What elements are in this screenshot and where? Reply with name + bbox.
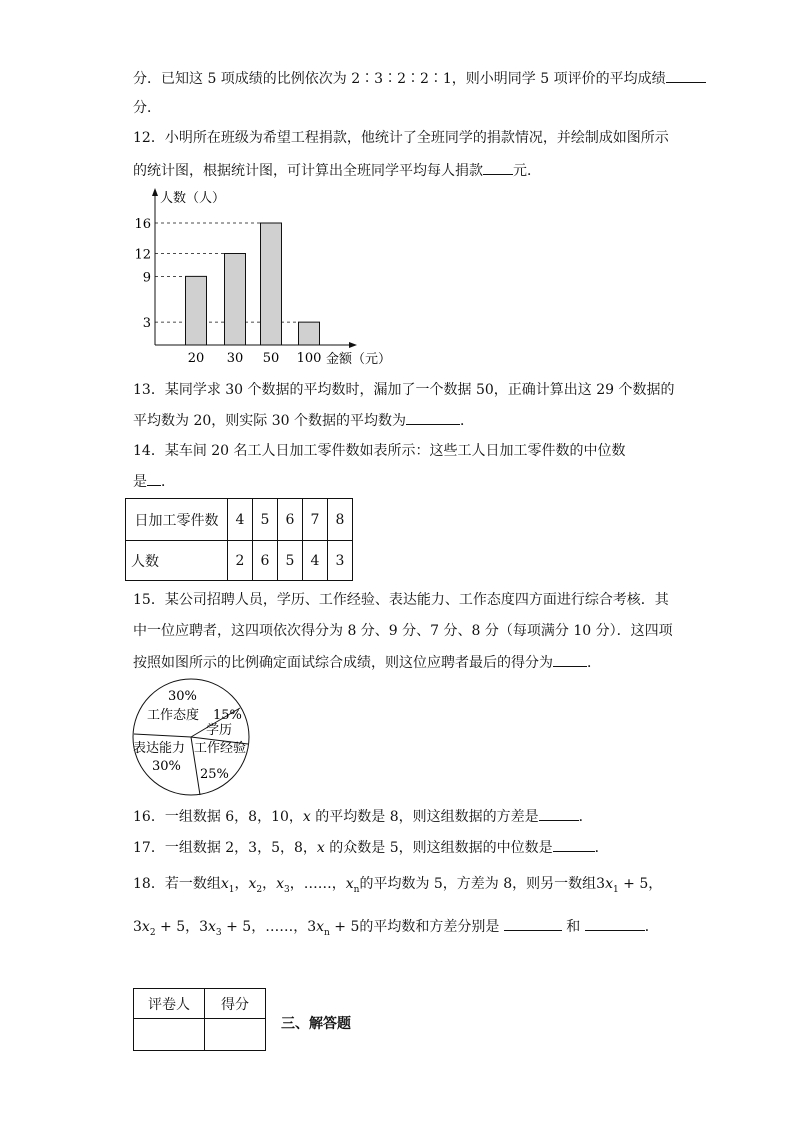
pie-chart [128,678,258,798]
q17-var: x [316,840,325,856]
y-tick-label: 16 [134,217,151,232]
q12-answer-blank[interactable] [483,160,513,175]
x-tick-label: 30 [226,351,244,366]
q18-line1 [133,874,662,900]
table-cell: 3 [328,541,353,581]
q16-answer-blank[interactable] [539,806,579,821]
q16-var: x [302,809,311,825]
q16-text2: 的平均数是 8，则这组数据的方差是 [310,809,539,825]
table-cell: 7 [303,499,328,541]
q18-answer-blank-1[interactable] [504,916,562,931]
y-axis-arrow [152,188,158,196]
q13-line2 [133,410,474,431]
table-cell: 4 [303,541,328,581]
table-row [126,541,353,581]
q12-text2: 的统计图，根据统计图，可计算出全班同学平均每人捐款 [133,163,483,179]
q18-formula-first: $3x_1 + 5$， [596,876,663,895]
table-row [134,1019,266,1051]
y-axis-label: 人数（人） [160,191,226,206]
table-cell: 5 [253,499,278,541]
q15-text4: ． [587,655,601,671]
q15-answer-blank[interactable] [553,652,587,667]
x-axis-arrow [349,342,357,348]
q18-text: 18．若一数组 [133,876,221,892]
q15-line3 [133,652,601,673]
table-cell: 5 [278,541,303,581]
table-cell: 8 [328,499,353,541]
section-title: 三、解答题 [281,1016,351,1032]
q12-text3: 元． [513,163,541,179]
pie-label-experience: 工作经验 [194,741,247,756]
pie-pct-experience: 25% [200,767,229,782]
q12-line1 [133,128,669,148]
table-cell: 6 [278,499,303,541]
q12-text: 12．小明所在班级为希望工程捐款，他统计了全班同学的捐款情况，并绘制成如图所示 [133,130,669,146]
x-tick-label: 50 [262,351,280,366]
q18-line2 [133,916,659,943]
q17-text: 17．一组数据 2，3，5，8， [133,840,317,856]
q18-formula-list: $3x_2 + 5$，$3x_3 + 5$，……，$3x_n + 5$ [133,919,360,938]
table-cell: 6 [253,541,278,581]
pie-pct-expression: 30% [152,759,181,774]
q14-text2: 是 [133,474,147,490]
q15-line1 [133,590,669,610]
y-tick-label: 12 [134,247,151,263]
q13-answer-blank[interactable] [406,410,460,425]
bar-20 [186,276,207,345]
x-axis-label: 金额（元） [326,352,392,367]
q11-text: 分．已知这 5 项成绩的比例依次为 2∶3∶2∶2∶1，则小明同学 5 项评价的平均成绩 [133,71,666,87]
q16-end: ． [578,809,593,825]
pie-label-education: 学历 [206,723,233,738]
x-tick-label: 20 [187,351,205,366]
q15-line2 [133,621,673,641]
bar-30 [225,254,246,346]
q12-line2 [133,160,541,181]
score-header: 得分 [205,989,266,1019]
q11-line2 [133,98,161,118]
q15-text3: 按照如图所示的比例确定面试综合成绩，则这位应聘者最后的得分为 [133,655,553,671]
table-cell: 4 [228,499,253,541]
q18-text2: 的平均数为 5，方差为 8，则另一数组 [359,876,597,892]
score-box [133,988,266,1051]
table-cell: 2 [228,541,253,581]
bar-100 [299,322,320,345]
q13-text2: 平均数为 20，则实际 30 个数据的平均数为 [133,413,406,429]
bar-50 [261,223,282,345]
q14-answer-blank[interactable] [147,471,161,486]
q17-line [133,837,609,858]
q11-text2: 分． [133,100,161,116]
reviewer-header: 评卷人 [134,989,205,1019]
q17-answer-blank[interactable] [553,837,595,852]
q18-answer-blank-2[interactable] [585,916,645,931]
chart-bars [186,223,320,345]
q17-text2: 的众数是 5，则这组数据的中位数是 [324,840,553,856]
q15-text2: 中一位应聘者，这四项依次得分为 8 分、9 分、7 分、8 分（每项满分 10 分）．这四项 [133,623,673,639]
y-tick-label: 3 [142,316,151,332]
reviewer-cell[interactable] [134,1019,205,1051]
table-row [134,989,266,1019]
q16-text: 16．一组数据 6，8，10， [133,809,303,825]
table-header-cell: 人数 [126,541,228,581]
q16-line [133,806,593,827]
q14-line2 [133,471,175,492]
table-header-cell: 日加工零件数 [126,499,228,541]
bar-chart [120,185,420,370]
pie-label-attitude: 工作态度 [147,708,200,723]
y-tick-label: 9 [142,270,151,286]
q11-line1 [133,68,706,89]
q15-text: 15．某公司招聘人员，学历、工作经验、表达能力、工作态度四方面进行综合考核．其 [133,592,669,608]
q14-line1 [133,441,626,461]
q14-text: 14．某车间 20 名工人日加工零件数如表所示：这些工人日加工零件数的中位数 [133,443,626,459]
pie-label-expression: 表达能力 [133,741,186,756]
q11-answer-blank[interactable] [666,68,706,83]
q14-text3: ． [161,474,175,490]
q13-text: 13．某同学求 30 个数据的平均数时，漏加了一个数据 50，正确计算出这 29 个数据的 [133,382,675,398]
x-tick-label: 100 [296,351,322,366]
pie-pct-attitude: 30% [168,689,197,704]
q18-end: ． [644,919,659,935]
q18-formula-x-list: $x_1$，$x_2$，$x_3$，……，$x_n$ [220,876,360,895]
q17-end: ． [594,840,609,856]
table-row [126,499,353,541]
q14-table [125,498,353,581]
pie-pct-education: 15% [213,708,242,723]
q13-text3: ． [459,413,474,429]
q18-and: 和 [566,919,581,935]
q18-text3: 的平均数和方差分别是 [359,919,500,935]
score-cell[interactable] [205,1019,266,1051]
q13-line1 [133,380,675,400]
